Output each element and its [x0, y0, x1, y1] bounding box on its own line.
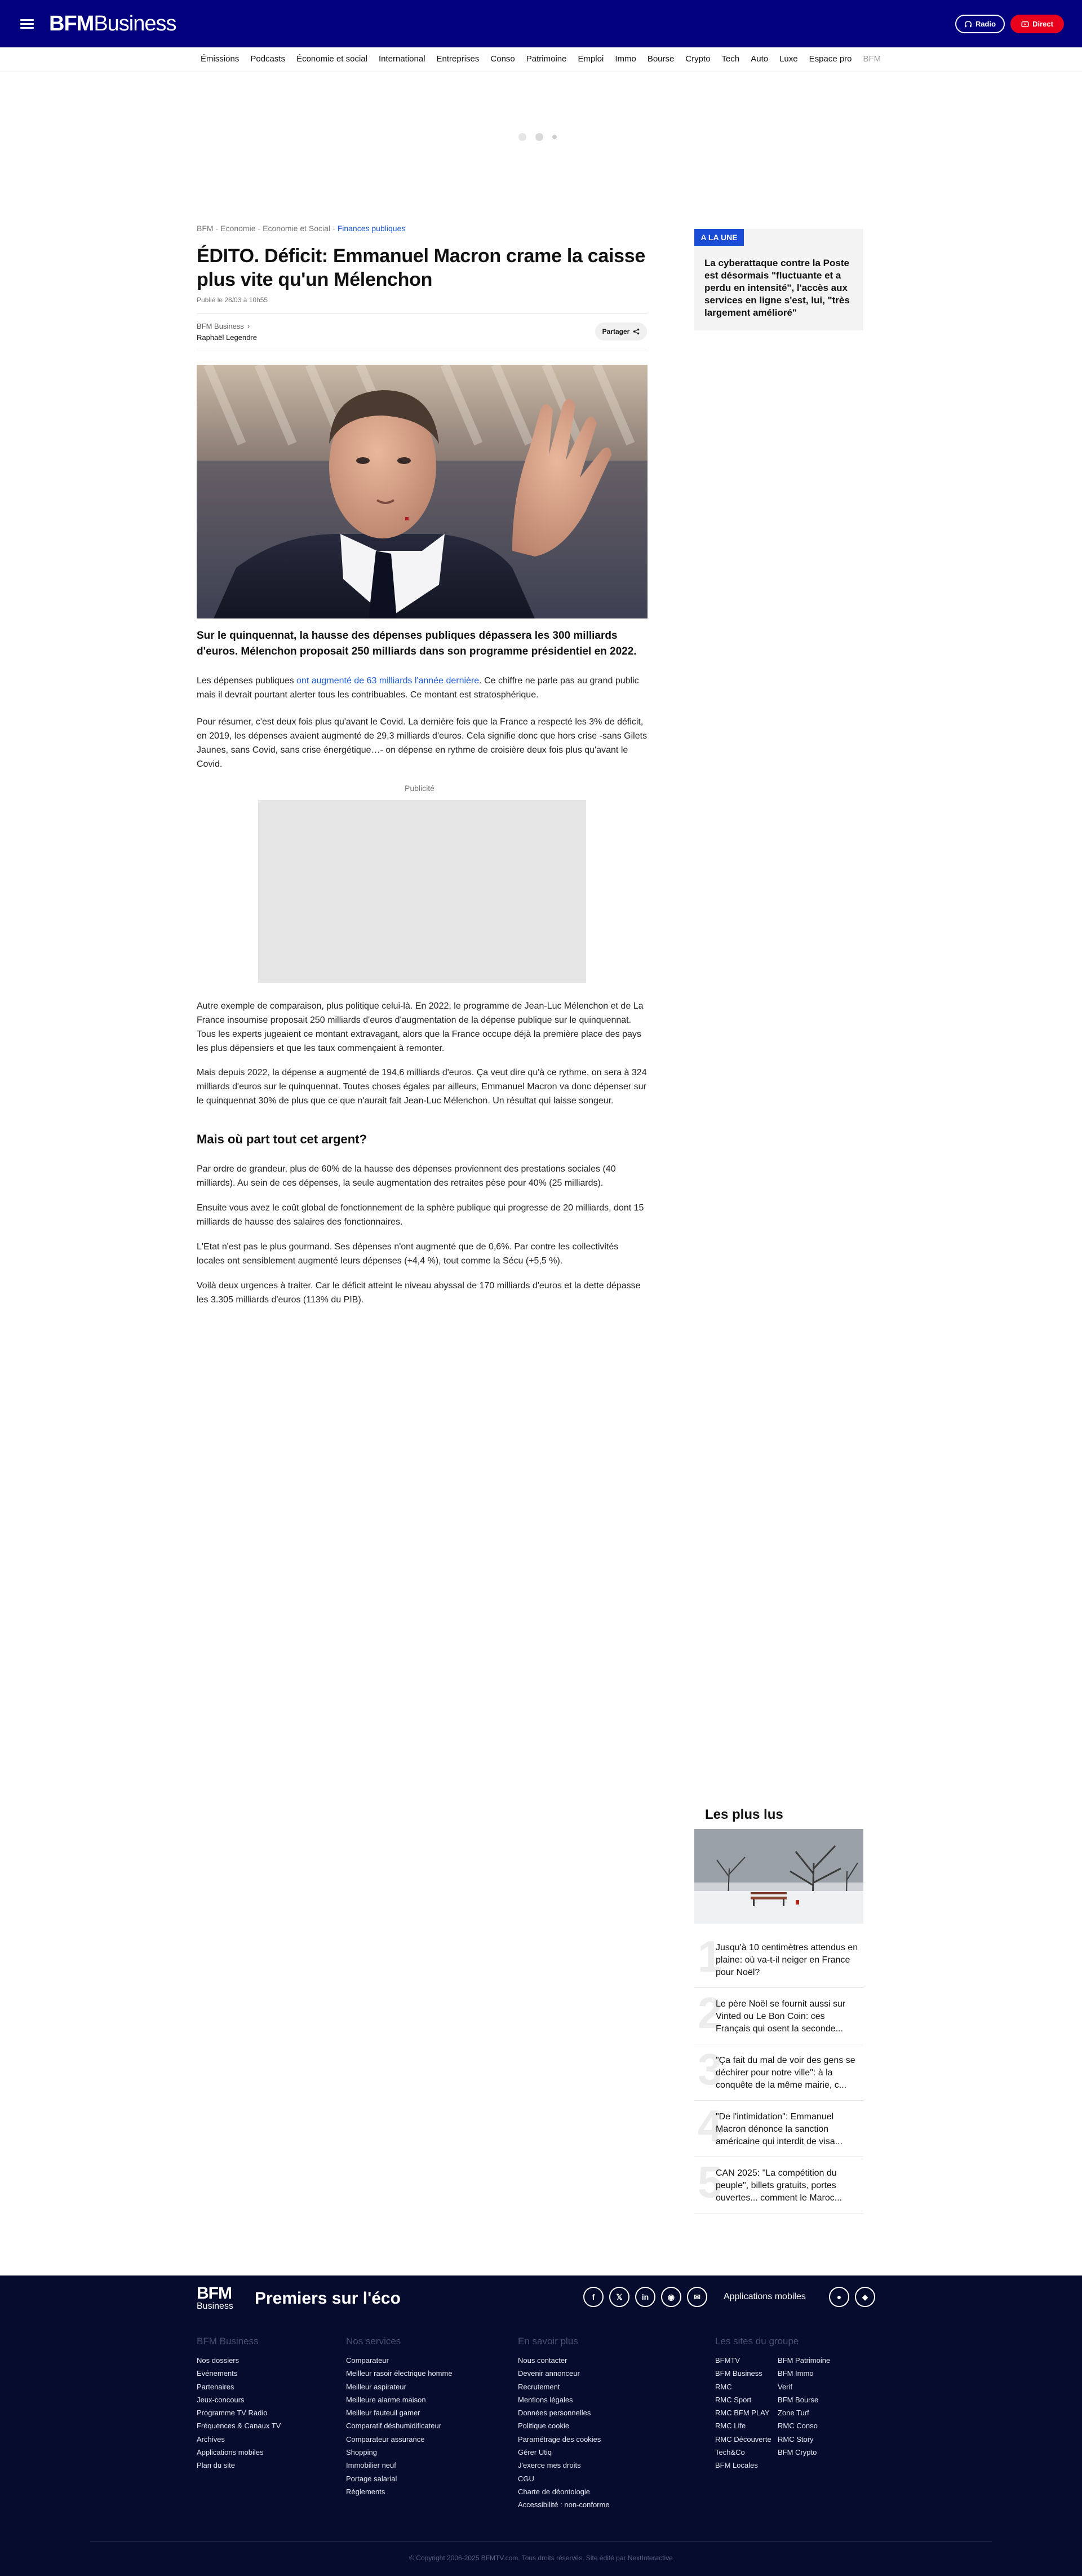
site-logo[interactable]: BFMBusiness — [49, 12, 176, 36]
radio-label: Radio — [975, 20, 996, 28]
footer-links — [778, 2354, 830, 2459]
footer-link[interactable]: Zone Turf — [778, 2409, 809, 2418]
footer-links — [197, 2354, 281, 2472]
rank-number: 2 — [698, 1988, 722, 2038]
nav-item[interactable]: Espace pro — [809, 54, 852, 64]
direct-button[interactable] — [1010, 15, 1064, 33]
facebook-icon[interactable]: f — [583, 2287, 604, 2307]
footer-link[interactable]: Recrutement — [518, 2382, 560, 2391]
breadcrumb-item-economie[interactable]: Economie — [220, 224, 256, 233]
nav-item[interactable]: Crypto — [685, 54, 711, 64]
footer-column-title: BFM Business — [197, 2336, 259, 2347]
article-author[interactable]: Raphaël Legendre — [197, 333, 257, 342]
footer-link[interactable]: BFM Patrimoine — [778, 2356, 831, 2365]
footer-link[interactable]: RMC Story — [778, 2434, 814, 2444]
article-paragraph: Autre exemple de comparaison, plus politique celui-là. En 2022, le programme de Jean-Luc Mélenchon et de La France insoumise proposait 250 milliards d'euros d'augmentation de la dépense publique sur le quinquennat. Tous les experts jugeaient ce montant extravagant, alors que la France occupe déjà la première place des pays les plus dépensiers et que les taux commençaient à remonter. — [197, 1001, 644, 1053]
article-paragraph: Les dépenses publiques ont augmenté de 63 milliards l'année dernière. Ce chiffre ne parle pas au grand public mais il devrait pourtant alerter tous les contribuables. Ce montant est stratosphérique. — [197, 676, 639, 700]
breadcrumb-item-finances[interactable]: Finances publiques — [337, 224, 406, 233]
footer-links — [346, 2354, 453, 2498]
footer-divider — [90, 2541, 992, 2542]
live-tv-icon — [1021, 20, 1029, 28]
footer-link[interactable]: Partenaires — [197, 2382, 234, 2391]
footer-link[interactable]: Devenir annonceur — [518, 2369, 580, 2378]
apple-icon[interactable]: ● — [829, 2287, 849, 2307]
apps-label: Applications mobiles — [724, 2292, 806, 2301]
footer-link[interactable]: Meilleur fauteuil gamer — [346, 2409, 420, 2418]
article-hero-image — [197, 365, 648, 618]
article-paragraph: Mais depuis 2022, la dépense a augmenté de 194,6 milliards d'euros. Ça veut dire qu'à ce rythme, on sera à 324 milliards d'euros sur le quinquennat. Toutes choses égales par ailleurs, Emmanuel Macron va donc dépenser sur le quinquennat 30% de plus que ce que n'aurait fait Jean-Luc Mélenchon. Un résultat qui laisse songeur. — [197, 1068, 647, 1106]
footer-link[interactable]: CGU — [518, 2474, 534, 2483]
footer-link[interactable]: Portage salarial — [346, 2474, 397, 2483]
inline-link[interactable]: ont augmenté de 63 milliards l'année dernière — [296, 676, 480, 686]
most-read-headline[interactable]: "Ça fait du mal de voir des gens se déchirer pour notre ville": à la conquête de la même mairie, c... — [716, 2056, 855, 2090]
nav-item[interactable]: Emploi — [578, 54, 604, 64]
nav-item[interactable]: International — [378, 54, 425, 64]
footer-link[interactable]: Meilleur rasoir électrique homme — [346, 2369, 453, 2378]
android-icon[interactable]: ◆ — [855, 2287, 875, 2307]
footer-link[interactable]: Nous contacter — [518, 2356, 567, 2365]
most-read-title: Les plus lus — [705, 1807, 783, 1822]
share-button[interactable]: Partager — [595, 322, 647, 341]
footer-link[interactable]: Charte de déontologie — [518, 2487, 590, 2496]
footer-link[interactable]: BFM Locales — [715, 2461, 758, 2470]
footer-link[interactable]: Programme TV Radio — [197, 2409, 268, 2418]
most-read-headline[interactable]: Le père Noël se fournit aussi sur Vinted ou Le Bon Coin: ces Français qui osent la seconde... — [716, 1999, 846, 2034]
most-read-headline[interactable]: Jusqu'à 10 centimètres attendus en plaine: où va-t-il neiger en France pour Noël? — [716, 1943, 858, 1977]
footer-link[interactable]: J'exerce mes droits — [518, 2461, 581, 2470]
footer-link[interactable]: RMC Life — [715, 2422, 746, 2431]
rank-number: 1 — [698, 1932, 722, 1981]
publish-date: Publié le 28/03 à 10h55 — [197, 296, 268, 304]
footer-column-title: En savoir plus — [518, 2336, 578, 2347]
most-read-headline[interactable]: "De l'intimidation": Emmanuel Macron dénonce la sanction américaine qui interdit de visa... — [716, 2112, 842, 2146]
nav-item[interactable]: Tech — [721, 54, 740, 64]
rss-icon[interactable]: ◉ — [661, 2287, 681, 2307]
article-paragraph: L'Etat n'est pas le plus gourmand. Ses dépenses n'ont augmenté que de 0,6%. Par contre les collectivités locales ont sensiblement augmenté leurs dépenses (+4,4 %), tout comme la Sécu (+5,5 %). — [197, 1242, 619, 1266]
newsletter-icon[interactable]: ✉ — [687, 2287, 707, 2307]
nav-item[interactable]: Auto — [751, 54, 769, 64]
footer-link[interactable]: BFM Business — [715, 2369, 762, 2378]
footer-link[interactable]: Plan du site — [197, 2461, 235, 2470]
nav-item[interactable]: Émissions — [201, 54, 240, 64]
most-read-image[interactable] — [694, 1829, 863, 1924]
breadcrumb-item-bfm[interactable]: BFM — [197, 224, 214, 233]
footer-link[interactable]: RMC BFM PLAY — [715, 2409, 770, 2418]
ad-loading-indicator — [518, 133, 557, 141]
footer-links — [715, 2354, 771, 2472]
footer-tagline: Premiers sur l'éco — [255, 2289, 401, 2308]
ad-placeholder[interactable] — [258, 800, 586, 983]
nav-item[interactable]: Immo — [615, 54, 636, 64]
footer-link[interactable]: RMC Découverte — [715, 2434, 771, 2444]
footer-link[interactable]: BFMTV — [715, 2356, 740, 2365]
footer-link[interactable]: RMC Conso — [778, 2422, 818, 2431]
most-read-item[interactable] — [694, 2103, 863, 2157]
footer-link[interactable]: Gérer Utiq — [518, 2448, 552, 2457]
divider — [197, 313, 648, 314]
nav-item[interactable]: Patrimoine — [526, 54, 567, 64]
nav-item[interactable]: Luxe — [779, 54, 798, 64]
footer-link[interactable]: Tech&Co — [715, 2448, 745, 2457]
article-paragraph: Ensuite vous avez le coût global de fonctionnement de la sphère publique qui progresse de 20 milliards, dont 15 milliards de hausse des salaires des fonctionnaires. — [197, 1203, 644, 1227]
menu-icon[interactable] — [20, 19, 34, 29]
rank-number: 4 — [698, 2101, 722, 2150]
most-read-item[interactable] — [694, 2044, 863, 2101]
footer-link[interactable]: Comparateur assurance — [346, 2434, 425, 2444]
une-badge: A LA UNE — [694, 229, 744, 246]
footer-link[interactable]: BFM Immo — [778, 2369, 814, 2378]
footer-link[interactable]: Shopping — [346, 2448, 377, 2457]
footer-link[interactable]: Données personnelles — [518, 2409, 591, 2418]
nav-item[interactable]: Entreprises — [436, 54, 480, 64]
footer-link[interactable]: BFM Crypto — [778, 2448, 817, 2457]
most-read-headline[interactable]: CAN 2025: "La compétition du peuple", billets gratuits, portes ouvertes... comment le Maroc... — [716, 2168, 842, 2203]
footer-link[interactable]: Mentions légales — [518, 2395, 573, 2404]
rank-number: 3 — [698, 2044, 722, 2094]
footer-link[interactable]: Politique cookie — [518, 2422, 570, 2431]
ad-label: Publicité — [405, 784, 434, 793]
copyright: © Copyright 2006-2025 BFMTV.com. Tous droits réservés. Site édité par NextInteractive — [409, 2554, 673, 2562]
footer-link[interactable]: RMC — [715, 2382, 732, 2391]
footer-link[interactable]: Nos dossiers — [197, 2356, 240, 2365]
article-paragraph: Pour résumer, c'est deux fois plus qu'avant le Covid. La dernière fois que la France a respecté les 3% de déficit, en 2019, les dépenses avaient augmenté de 29,3 milliards d'euros. Cela signifie donc que hors crise -sans Gilets Jaunes, sans Covid, sans crise énergétique…- on dépense en rythme de croisière deux fois plus qu'avant le Covid. — [197, 717, 648, 769]
article-subheading: Mais où part tout cet argent? — [197, 1132, 367, 1146]
x-icon[interactable]: 𝕏 — [609, 2287, 629, 2307]
nav-item[interactable]: Économie et social — [296, 54, 367, 64]
breadcrumb-item-economie-social[interactable]: Economie et Social — [263, 224, 331, 233]
article-source[interactable]: BFM Business › — [197, 322, 250, 330]
share-icon — [633, 328, 640, 335]
article-paragraph: Par ordre de grandeur, plus de 60% de la hausse des dépenses proviennent des prestations sociales (40 milliards). Au sein de ces dépenses, la seule augmentation des retraites pèse pour 40% (25 milliards). — [197, 1164, 616, 1188]
most-read-item[interactable] — [694, 1990, 863, 2044]
footer-link[interactable]: Paramétrage des cookies — [518, 2434, 601, 2444]
footer-link[interactable]: Jeux-concours — [197, 2395, 245, 2404]
footer-link[interactable]: Immobilier neuf — [346, 2461, 396, 2470]
nav-item[interactable]: Podcasts — [250, 54, 286, 64]
footer-logo[interactable]: BFM Business — [197, 2284, 233, 2311]
footer-link[interactable]: Applications mobiles — [197, 2448, 264, 2457]
footer-link[interactable]: Règlements — [346, 2487, 385, 2496]
footer-link[interactable]: Fréquences & Canaux TV — [197, 2422, 281, 2431]
most-read-item[interactable] — [694, 2159, 863, 2213]
rank-number: 5 — [698, 2157, 722, 2207]
nav-item[interactable]: Bourse — [647, 54, 675, 64]
most-read-item[interactable] — [694, 1934, 863, 1988]
footer-link[interactable]: Meilleure alarme maison — [346, 2395, 426, 2404]
top-header-bar — [0, 0, 1082, 47]
article-paragraph: Voilà deux urgences à traiter. Car le déficit atteint le niveau abyssal de 170 milliards d'euros et la dette dépasse les 3.305 milliards d'euros (113% du PIB). — [197, 1281, 641, 1305]
breadcrumb: BFM - Economie - Economie et Social - Finances publiques — [197, 224, 406, 233]
linkedin-icon[interactable]: in — [635, 2287, 655, 2307]
app-links — [829, 2287, 875, 2307]
nav-item[interactable]: BFM — [863, 54, 881, 64]
footer-link[interactable]: Evénements — [197, 2369, 238, 2378]
footer-links — [518, 2354, 610, 2512]
nav-item[interactable]: Conso — [490, 54, 515, 64]
une-headline[interactable]: La cyberattaque contre la Poste est désormais "fluctuante et a perdu en intensité", l'accès aux services en ligne s'est, lui, "très largement amélioré" — [704, 258, 850, 318]
radio-button[interactable] — [955, 15, 1005, 33]
footer-column-title: Les sites du groupe — [715, 2336, 799, 2347]
article-lead: Sur le quinquennat, la hausse des dépenses publiques dépassera les 300 milliards d'euros. Mélenchon proposait 250 milliards dans son programme présidentiel en 2022. — [197, 630, 637, 657]
headphones-icon — [964, 20, 972, 28]
footer-link[interactable]: BFM Bourse — [778, 2395, 819, 2404]
main-nav — [0, 47, 1082, 72]
footer-link[interactable]: Archives — [197, 2434, 225, 2444]
footer-column-title: Nos services — [346, 2336, 401, 2347]
footer-link[interactable]: Verif — [778, 2382, 793, 2391]
direct-label: Direct — [1032, 20, 1053, 28]
footer-link[interactable]: Comparatif déshumidificateur — [346, 2422, 442, 2431]
chevron-right-icon: › — [247, 322, 250, 330]
footer-link[interactable]: Comparateur — [346, 2356, 389, 2365]
footer-link[interactable]: Accessibilité : non-conforme — [518, 2500, 610, 2509]
footer-link[interactable]: Meilleur aspirateur — [346, 2382, 406, 2391]
social-links — [583, 2287, 707, 2307]
footer-link[interactable]: RMC Sport — [715, 2395, 752, 2404]
article-title: ÉDITO. Déficit: Emmanuel Macron crame la caisse plus vite qu'un Mélenchon — [197, 245, 645, 290]
